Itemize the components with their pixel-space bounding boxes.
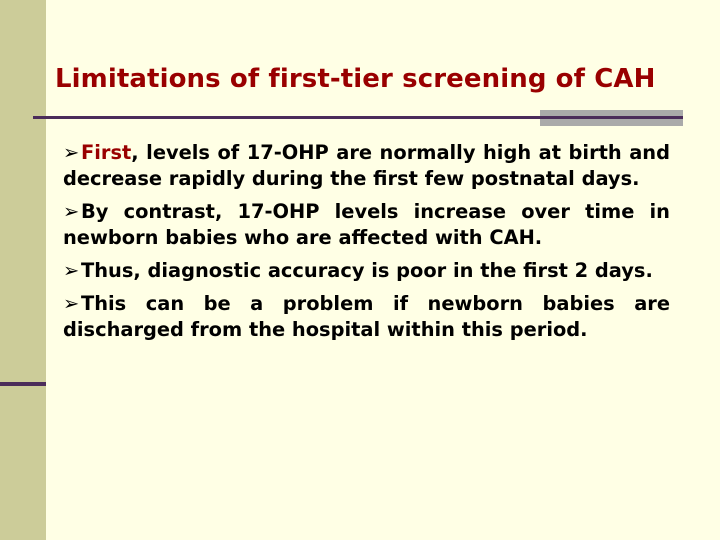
slide-title: Limitations of first-tier screening of CAH [55, 64, 656, 94]
title-rule [33, 116, 683, 119]
left-sidebar-bar [0, 0, 46, 540]
bullet-text: , levels of 17-OHP are normally high at birth and decrease rapidly during the first few postnatal days. [63, 141, 670, 190]
bullet-text: Thus, diagnostic accuracy is poor in the first 2 days. [81, 259, 653, 282]
arrow-bullet-icon: ➢ [63, 259, 80, 282]
bullet-item [63, 199, 670, 251]
bullet-text: By contrast, 17-OHP levels increase over time in newborn babies who are affected with CAH. [63, 200, 670, 249]
bullet-list [63, 140, 670, 350]
bullet-text: This can be a problem if newborn babies are discharged from the hospital within this period. [63, 292, 670, 341]
arrow-bullet-icon: ➢ [63, 141, 80, 164]
bullet-highlight: First [81, 141, 132, 164]
left-accent-line [0, 382, 46, 386]
arrow-bullet-icon: ➢ [63, 200, 80, 223]
bullet-item [63, 258, 670, 284]
arrow-bullet-icon: ➢ [63, 292, 80, 315]
bullet-item [63, 291, 670, 343]
bullet-item [63, 140, 670, 192]
